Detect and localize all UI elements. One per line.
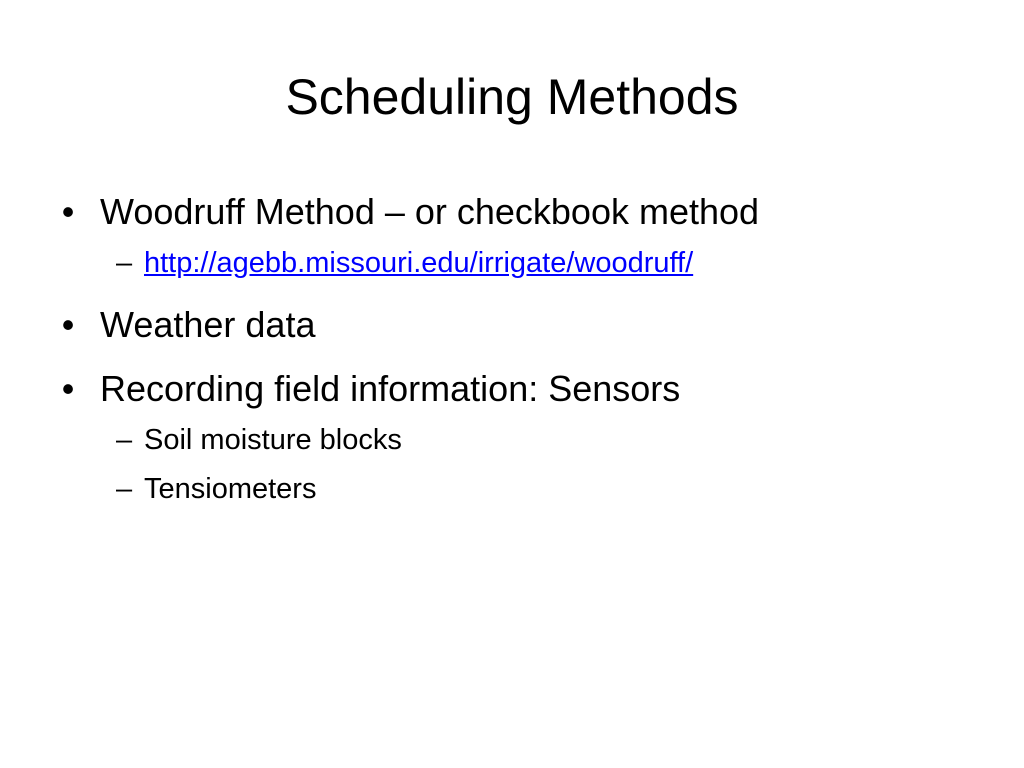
sub-item-text: Soil moisture blocks [144, 424, 402, 456]
bullet-icon: • [61, 191, 75, 232]
bullet-text: Recording field information: Sensors [100, 368, 681, 409]
bullet-item-sensors [56, 365, 976, 413]
slide-title: Scheduling Methods [285, 69, 739, 125]
sub-item-woodruff-link [56, 244, 976, 282]
sub-item-text: Tensiometers [144, 473, 317, 505]
dash-icon: – [116, 247, 133, 279]
bullet-icon: • [61, 304, 75, 345]
bullet-list [56, 188, 976, 527]
dash-icon: – [116, 424, 133, 456]
bullet-text: Woodruff Method – or checkbook method [100, 191, 760, 232]
woodruff-link[interactable]: http://agebb.missouri.edu/irrigate/woodruff/ [144, 247, 694, 279]
dash-icon: – [116, 473, 133, 505]
bullet-item-woodruff [56, 188, 976, 236]
bullet-item-weather [56, 301, 976, 349]
bullet-text: Weather data [100, 304, 316, 345]
sub-item-soil-blocks [56, 421, 976, 459]
sub-item-tensiometers [56, 470, 976, 508]
bullet-icon: • [61, 368, 75, 409]
